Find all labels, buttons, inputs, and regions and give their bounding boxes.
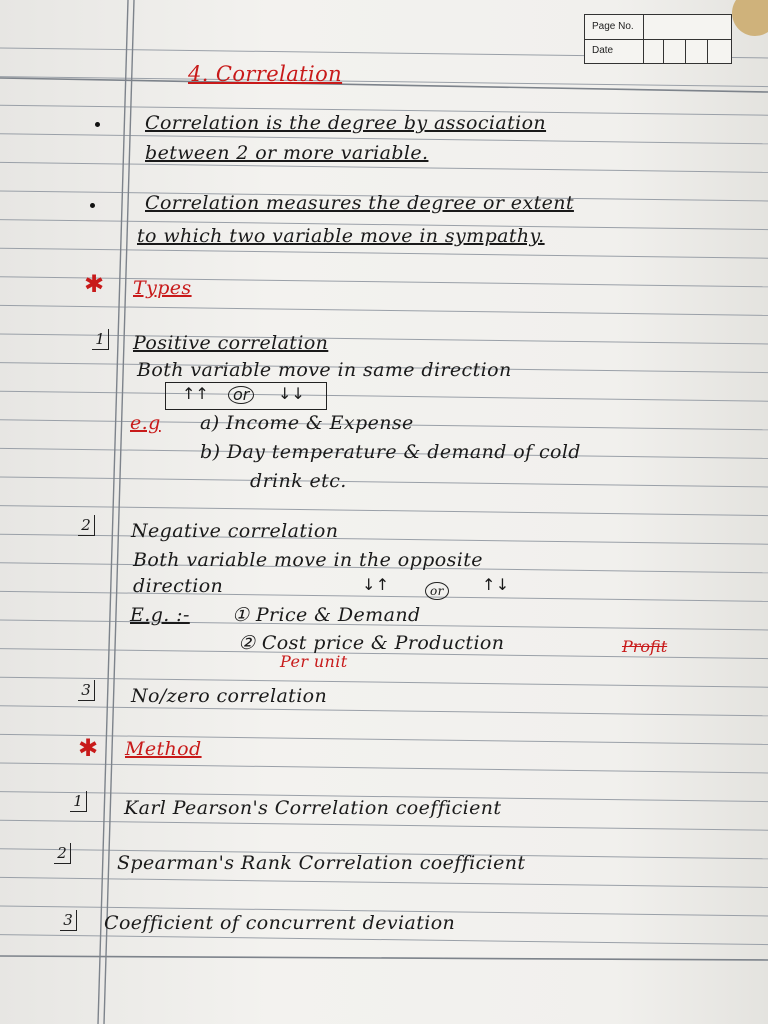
ruled-line bbox=[0, 677, 768, 687]
positive-example-b-cont: drink etc. bbox=[250, 470, 347, 492]
asterisk-icon: ✱ bbox=[84, 270, 105, 298]
negative-description: Both variable move in the opposite bbox=[133, 549, 483, 571]
page-no-cell bbox=[643, 15, 732, 39]
or-circle: or bbox=[228, 386, 254, 404]
method-2-number: 2 bbox=[54, 843, 71, 864]
date-cell-1 bbox=[643, 39, 664, 63]
ruled-line bbox=[0, 305, 768, 315]
positive-title: Positive correlation bbox=[133, 332, 329, 354]
page-header-box bbox=[584, 14, 732, 64]
bullet-1-line-1: Correlation is the degree by association bbox=[145, 112, 547, 134]
method-3-number: 3 bbox=[60, 910, 77, 931]
page-title: 4. Correlation bbox=[188, 62, 343, 86]
method-3-text: Coefficient of concurrent deviation bbox=[104, 912, 456, 934]
bottom-rule bbox=[0, 956, 768, 960]
negative-or-wrap bbox=[425, 578, 449, 600]
up-down-arrows-icon: ↑↓ bbox=[482, 575, 510, 594]
up-up-arrows-icon: ↑↑ bbox=[182, 384, 209, 403]
ruled-line bbox=[0, 477, 768, 487]
ruled-line bbox=[0, 391, 768, 401]
negative-eg-label: E.g. :- bbox=[130, 604, 190, 626]
ruled-line bbox=[0, 277, 768, 287]
date-cell-3 bbox=[685, 39, 708, 63]
method-1-text: Karl Pearson's Correlation coefficient bbox=[124, 797, 502, 819]
negative-example-2: ② Cost price & Production bbox=[238, 632, 505, 654]
positive-arrows-box bbox=[165, 382, 327, 410]
bullet-dot bbox=[95, 122, 100, 127]
ruled-line bbox=[0, 334, 768, 344]
page-no-row bbox=[585, 15, 731, 40]
ruled-line bbox=[0, 248, 768, 258]
ruled-line bbox=[0, 935, 768, 945]
down-up-arrows-icon: ↓↑ bbox=[362, 575, 390, 594]
ruled-line bbox=[0, 734, 768, 744]
method-1-number: 1 bbox=[70, 791, 87, 812]
negative-number: 2 bbox=[78, 515, 95, 536]
ruled-line bbox=[0, 506, 768, 516]
positive-eg-label: e.g bbox=[130, 412, 161, 434]
positive-number: 1 bbox=[92, 329, 109, 350]
date-row bbox=[585, 39, 731, 63]
ruled-line bbox=[0, 877, 768, 887]
negative-title: Negative correlation bbox=[131, 520, 339, 542]
method-2-text: Spearman's Rank Correlation coefficient bbox=[117, 852, 526, 874]
bullet-1-line-2: between 2 or more variable. bbox=[145, 142, 429, 164]
negative-description-cont: direction bbox=[133, 575, 224, 597]
page-no-label: Page No. bbox=[592, 21, 634, 32]
negative-example-1: ① Price & Demand bbox=[232, 604, 421, 626]
struck-out-word: Profit bbox=[622, 637, 668, 656]
ruled-line bbox=[0, 763, 768, 773]
down-down-arrows-icon: ↓↓ bbox=[278, 384, 305, 403]
bullet-dot bbox=[90, 203, 95, 208]
bullet-2-line-2: to which two variable move in sympathy. bbox=[137, 225, 545, 247]
ruled-line bbox=[0, 534, 768, 544]
positive-description: Both variable move in same direction bbox=[137, 359, 512, 381]
positive-example-a: a) Income & Expense bbox=[200, 412, 414, 434]
bullet-2-line-1: Correlation measures the degree or extent bbox=[145, 192, 574, 214]
zero-number: 3 bbox=[78, 680, 95, 701]
or-circle: or bbox=[425, 582, 449, 600]
types-heading: Types bbox=[133, 277, 192, 299]
date-cell-4 bbox=[707, 39, 732, 63]
asterisk-icon: ✱ bbox=[78, 734, 99, 762]
date-label: Date bbox=[592, 45, 614, 56]
zero-correlation-text: No/zero correlation bbox=[131, 685, 328, 707]
date-cell-2 bbox=[663, 39, 686, 63]
positive-example-b: b) Day temperature & demand of cold bbox=[200, 441, 581, 463]
method-heading: Method bbox=[125, 738, 202, 760]
ruled-line bbox=[0, 820, 768, 830]
per-unit-annotation: Per unit bbox=[280, 652, 348, 671]
ruled-line bbox=[0, 706, 768, 716]
